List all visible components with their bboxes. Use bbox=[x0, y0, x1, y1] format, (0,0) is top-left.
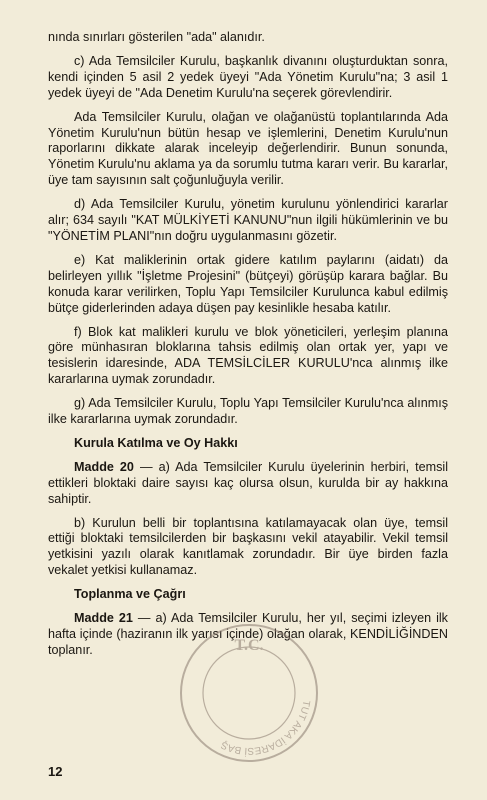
article-21-text: — a) Ada Temsilciler Kurulu, her yıl, seçimi izleyen ilk hafta içinde (haziranın ilk yarısı içinde) olağan olarak, KENDİLİĞİNDEN toplanır. bbox=[48, 611, 448, 657]
spacer bbox=[48, 189, 448, 197]
spacer bbox=[48, 579, 448, 587]
spacer bbox=[48, 452, 448, 460]
paragraph-d: d) Ada Temsilciler Kurulu, yönetim kurulunu yönlendirici kararlar alır; 634 sayılı "KAT MÜLKİYETİ KANUNU"nun ilgili hükümlerinin ve bu "YÖNETİM PLANI"nın doğru uygulanmasını gözetir. bbox=[48, 197, 448, 243]
spacer bbox=[48, 102, 448, 110]
stamp-inner-ring bbox=[203, 647, 295, 739]
section-heading-meeting: Toplanma ve Çağrı bbox=[74, 587, 186, 602]
paragraph-f: f) Blok kat malikleri kurulu ve blok yöneticileri, yerleşim planına göre münhasıran bloklarına tahsis edilmiş olan ortak yer, yapı ve tesislerin idaresinde, ADA TEMSİLCİLER KURULU'nca alınmış ilke kararlarına uymak zorundadır. bbox=[48, 324, 448, 387]
paragraph-c: c) Ada Temsilciler Kurulu, başkanlık divanını oluşturduktan sonra, kendi içinden 5 asil 2 yedek üyeyi "Ada Yönetim Kurulu"na; 3 asil 1 yedek üyeyi de "Ada Denetim Kurulu'na seçerek görevlendirir. bbox=[48, 53, 448, 100]
article-20 bbox=[48, 460, 448, 508]
stamp-top-text: T.C. bbox=[234, 637, 264, 654]
article-21-label: Madde 21 bbox=[74, 611, 133, 626]
spacer bbox=[48, 245, 448, 253]
page-number: 12 bbox=[48, 764, 63, 779]
section-heading-participation: Kurula Katılma ve Oy Hakkı bbox=[74, 435, 238, 450]
stamp-ring-textpath: TUT AKA İDARESİ BAŞ bbox=[219, 699, 312, 757]
spacer bbox=[48, 46, 448, 54]
spacer bbox=[48, 428, 448, 436]
article-20-b: b) Kurulun belli bir toplantısına katılamayacak olan üye, temsil ettiği bloktaki temsilcilerden bir başkasını vekil atayabilir. Vekil temsil yetkisini yazılı olarak kanıtlamak zorundadır. Bir üye birden fazla vekalet yetkisi kullanamaz. bbox=[48, 515, 448, 578]
article-20-label: Madde 20 bbox=[74, 459, 134, 474]
spacer bbox=[48, 508, 448, 516]
paragraph-intro: nında sınırları gösterilen "ada" alanıdır. bbox=[48, 30, 265, 44]
paragraph-g: g) Ada Temsilciler Kurulu, Toplu Yapı Temsilciler Kurulu'nca alınmış ilke kararlarına uymak zorundadır. bbox=[48, 396, 448, 427]
spacer bbox=[48, 317, 448, 325]
stamp-ring-text bbox=[219, 699, 311, 758]
article-20-text: — a) Ada Temsilciler Kurulu üyelerinin herbiri, temsil ettikleri bloktaki daire sayısı kaç olursa olsun, kurulda bir ay hakkına sahiptir. bbox=[48, 459, 448, 506]
spacer bbox=[48, 603, 448, 611]
paragraph-c2: Ada Temsilciler Kurulu, olağan ve olağanüstü toplantılarında Ada Yönetim Kurulu'nun bütün hesap ve işlemlerini, Denetim Kurulu'nun raporlarını dikkate alarak inceleyip değerlendirir. Bunun sonunda, Yönetim Kurulu'nu aklama ya da sorumlu tutma kararı verir. Bu kararlar, üye tam sayısının salt çoğunluğuyla verilir. bbox=[48, 109, 448, 188]
paragraph-e: e) Kat maliklerinin ortak gidere katılım paylarını (aidatı) da belirleyen yıllık "İşletme Projesini" (bütçeyi) görüşüp karara bağlar. Bu konuda karar verilirken, Toplu Yapı Temsilciler Kurulunca kabul edilmiş bütçe giderlerinden adaya düşen pay kesinlikle hesaba katılır. bbox=[48, 252, 448, 315]
document-page bbox=[48, 30, 448, 659]
spacer bbox=[48, 388, 448, 396]
official-stamp bbox=[174, 618, 324, 768]
